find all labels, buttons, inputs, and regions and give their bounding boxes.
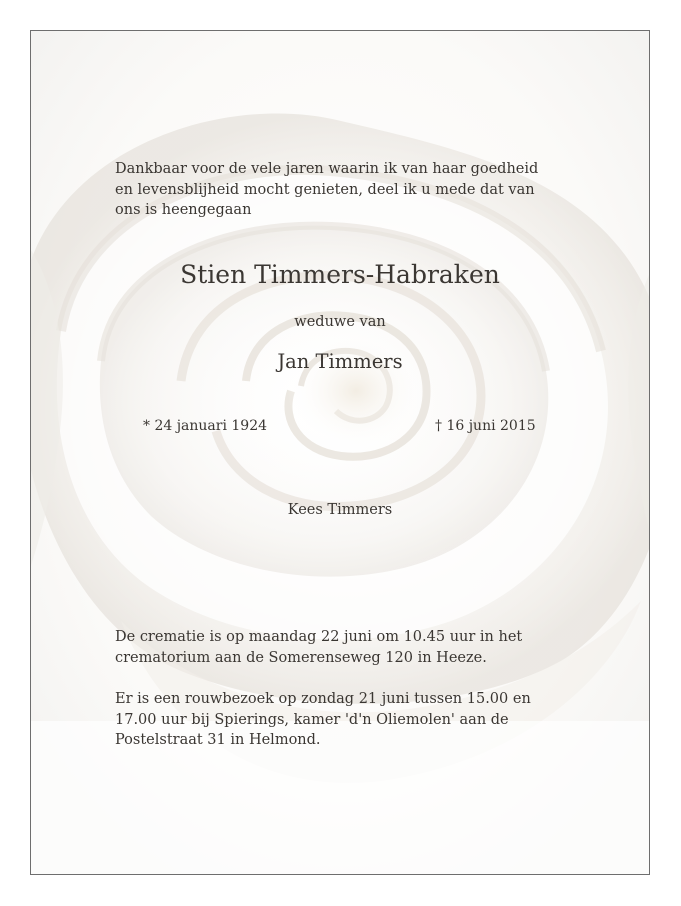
relation-text: weduwe van — [294, 314, 386, 330]
cremation-line: crematorium aan de Somerenseweg 120 in Heeze. — [115, 649, 487, 666]
visit-text — [115, 689, 585, 751]
birth-date: * 24 januari 1924 — [143, 418, 268, 434]
visit-line: 17.00 uur bij Spierings, kamer 'd'n Oliemolen' aan de — [115, 711, 509, 728]
cremation-text — [115, 627, 585, 668]
cremation-line: De crematie is op maandag 22 juni om 10.45 uur in het — [115, 629, 523, 645]
card-content — [31, 31, 649, 874]
intro-line: ons is heengegaan — [115, 202, 252, 218]
deceased-name: Stien Timmers-Habraken — [180, 260, 500, 289]
mourning-card — [30, 30, 650, 875]
visit-line: Postelstraat 31 in Helmond. — [115, 732, 321, 748]
signer-name: Kees Timmers — [287, 502, 393, 518]
intro-line: en levensblijheid mocht genieten, deel ik u mede dat van — [115, 181, 535, 198]
visit-line: Er is een rouwbezoek op zondag 21 juni tussen 15.00 en — [115, 691, 531, 707]
death-date: † 16 juni 2015 — [435, 418, 536, 434]
spouse-name: Jan Timmers — [277, 350, 403, 373]
intro-line: Dankbaar voor de vele jaren waarin ik van haar goedheid — [115, 161, 539, 177]
intro-text — [115, 159, 585, 221]
